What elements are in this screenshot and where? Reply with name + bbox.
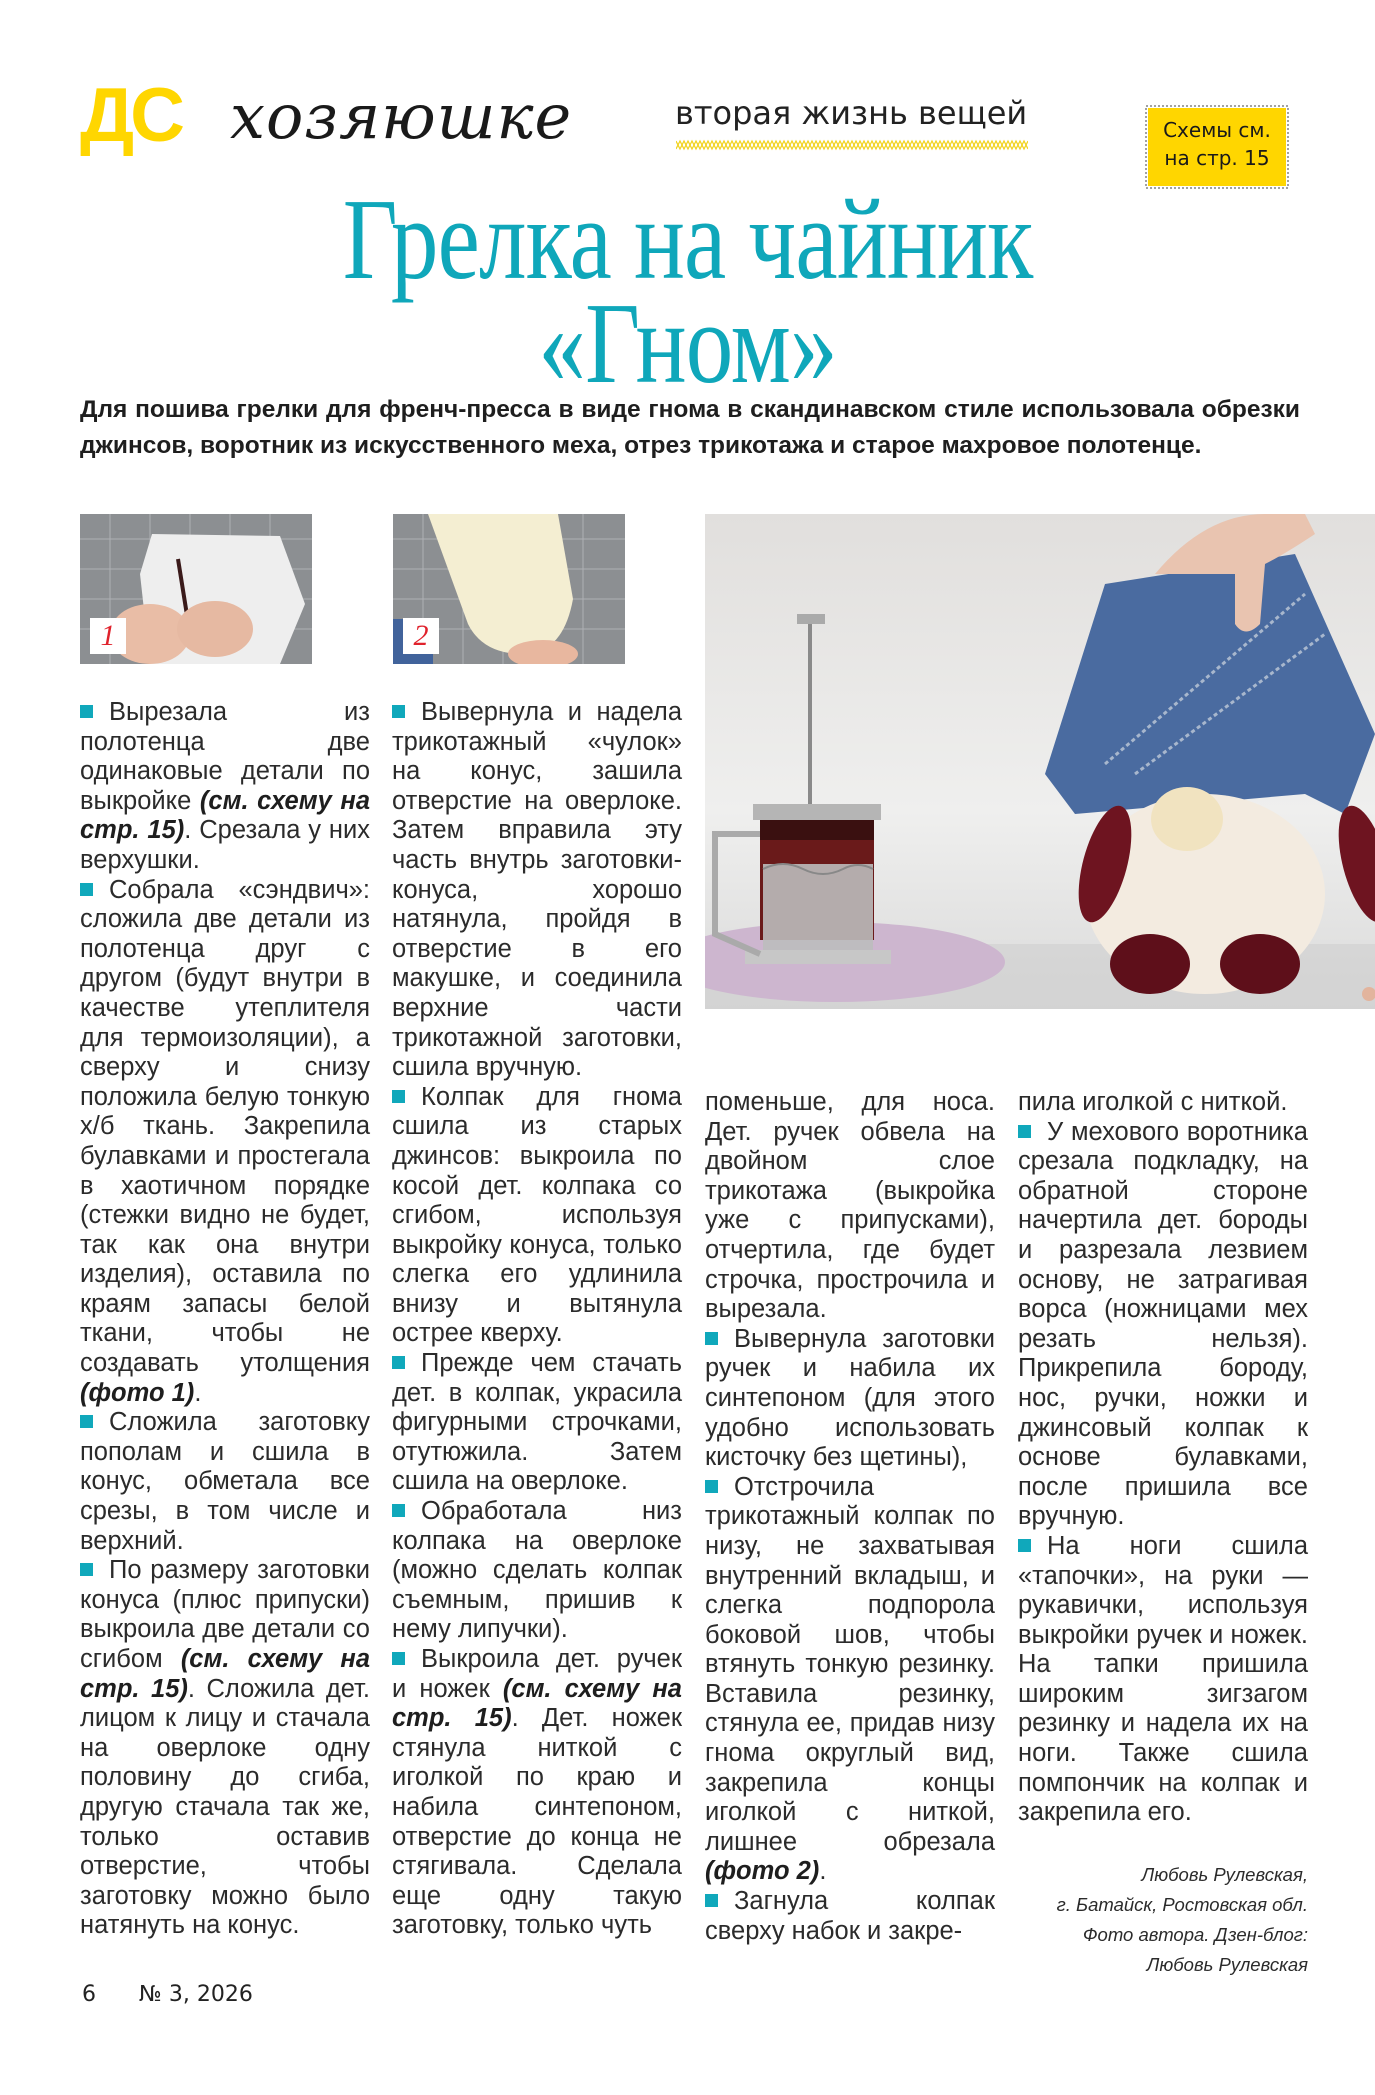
paragraph-text: На ноги сшила «тапочки», на руки — рукавички, используя выкройки ручек и ножек. На тапки пришила широким зигзагом резинку и надела их на ноги. Также сшила помпончик на колпак и закрепила его. — [1018, 1531, 1308, 1827]
scheme-reference: (см. схему на стр. 15) — [80, 786, 370, 845]
schemes-badge — [1142, 102, 1292, 192]
bullet-square-icon — [1018, 1539, 1031, 1552]
paragraph-text: По размеру заготовки конуса (плюс припуски) выкроила две детали со сгибом — [80, 1556, 370, 1673]
page-footer — [82, 1982, 289, 2007]
scheme-reference: (см. схему на стр. 15) — [392, 1674, 682, 1733]
paragraph-text: Загнула колпак сверху набок и закре- — [705, 1887, 995, 1945]
paragraph — [1018, 1532, 1308, 1828]
scheme-reference: (см. схему на стр. 15) — [80, 1645, 371, 1703]
bullet-square-icon — [392, 1090, 405, 1103]
paragraph — [80, 876, 370, 1409]
text-column-3 — [705, 1088, 995, 1946]
paragraph — [392, 1083, 682, 1349]
bullet-square-icon — [80, 1415, 93, 1428]
article-title — [124, 176, 1252, 408]
photo-2-number: 2 — [403, 618, 439, 654]
bullet-square-icon — [80, 1563, 93, 1576]
photo-1-number: 1 — [90, 618, 126, 654]
text-column-2 — [392, 698, 682, 1941]
paragraph — [705, 1473, 995, 1887]
paragraph — [392, 1497, 682, 1645]
paragraph — [392, 698, 682, 1083]
paragraph-text: Отстрочила трикотажный колпак по низу, не захватывая внутренний вкладыш, и слегка подпорола боковой шов, чтобы втянуть тонкую резинку. Вставила резинку, стянула ее, придав низу гнома округлый вид, закрепила концы иголкой с ниткой, лишнее обрезала — [705, 1472, 995, 1856]
paragraph — [80, 1408, 370, 1556]
paragraph-text: Выкроила дет. ручек и ножек — [392, 1645, 682, 1703]
bullet-square-icon — [392, 1652, 405, 1665]
paragraph-text: Вывернула заготовки ручек и набила их синтепоном (для этого удобно использовать кисточку без щетины), — [705, 1324, 995, 1472]
bullet-square-icon — [392, 1504, 405, 1517]
bullet-square-icon — [705, 1480, 718, 1493]
paragraph-text: Прежде чем стачать дет. в колпак, украсила фигурными строчками, отутюжила. Затем сшила на оверлоке. — [392, 1349, 682, 1496]
paragraph — [392, 1349, 682, 1497]
rubric-title: хозяюшке — [230, 80, 573, 153]
signature-author: Любовь Рулевская, — [1141, 1864, 1308, 1885]
paragraph-text: Сложила заготовку пополам и сшила в конус, обметала все срезы, в том числе и верхний. — [80, 1408, 370, 1555]
paragraph-text: Обработала низ колпака на оверлоке (можно сделать колпак съемным, пришив к нему липучки). — [392, 1497, 682, 1644]
issue-number: № 3, 2026 — [139, 1982, 253, 2007]
author-signature — [1018, 1860, 1308, 1980]
paragraph — [80, 698, 370, 876]
paragraph-text: Собрала «сэндвич»: сложила две детали из полотенца друг с другом (будут внутри в качестве утеплителя для термоизоляции), а сверху и снизу положила белую тонкую х/б ткань. Закрепила булавками и простегала в хаотичном порядке (стежки видно не будет, так как она внутри изделия), оставила по краям запасы белой ткани, чтобы не создавать утолщения — [80, 875, 370, 1378]
bullet-square-icon — [1018, 1125, 1031, 1138]
paragraph-text: Вырезала из полотенца две одинаковые детали по выкройке — [80, 698, 370, 815]
signature-city: г. Батайск, Ростовская обл. — [1056, 1894, 1308, 1915]
paragraph-text: У мехового воротника срезала подкладку, на обратной стороне начертила дет. бороды и разрезала лезвием основу, не затрагивая ворса (ножницами мех резать нельзя). Прикрепила бороду, нос, ручки, ножки и джинсовый колпак к основе булавками, после пришила все вручную. — [1018, 1117, 1308, 1531]
paragraph — [705, 1088, 995, 1325]
photo-1 — [80, 514, 312, 664]
badge-line-1: Схемы см. — [1163, 118, 1271, 142]
paragraph — [1018, 1088, 1308, 1118]
bullet-square-icon — [80, 883, 93, 896]
signature-photo-credit: Фото автора. Дзен-блог: — [1082, 1924, 1308, 1945]
badge-text — [1142, 116, 1292, 172]
text-column-4 — [1018, 1088, 1308, 1828]
paragraph-text: пила иголкой с ниткой. — [1018, 1088, 1288, 1116]
text-column-1 — [80, 698, 370, 1941]
bullet-square-icon — [392, 705, 405, 718]
paragraph-text-continued: . — [819, 1857, 827, 1886]
paragraph — [1018, 1118, 1308, 1532]
bullet-square-icon — [392, 1356, 405, 1369]
zigzag-ornament — [676, 138, 1028, 152]
scheme-reference: (фото 2) — [705, 1857, 820, 1886]
title-line-2: «Гном» — [538, 280, 837, 408]
paragraph-text: Вывернула и надела трикотажный «чулок» на конус, зашила отверстие на оверлоке. Затем вправила эту часть внутрь заготовки-конуса, хорошо натянула, пройдя в отверстие в его макушке, и соединила верхние части трикотажной заготовки, сшила вручную. — [392, 698, 682, 1082]
paragraph-text: Колпак для гнома сшила из старых джинсов: выкроила по косой дет. колпака со сгибом, используя выкройку конуса, только слегка его удлинила внизу и вытянула острее кверху. — [392, 1082, 682, 1348]
paragraph — [392, 1645, 682, 1941]
paragraph-text-continued: . Сложила дет. лицом к лицу и стачала на оверлоке одну половину до сгиба, другую стачала так же, только оставив отверстие, чтобы заготовку можно было натянуть на конус. — [80, 1674, 370, 1940]
paragraph — [80, 1556, 370, 1941]
paragraph — [705, 1887, 995, 1946]
rubric-subtitle: вторая жизнь вещей — [675, 94, 1028, 132]
paragraph-text-continued: . — [194, 1378, 202, 1407]
main-photo-image — [705, 514, 1375, 1009]
bullet-square-icon — [80, 705, 93, 718]
scheme-reference: (фото 1) — [80, 1378, 195, 1407]
paragraph — [705, 1325, 995, 1473]
article-lead: Для пошива грелки для френч-пресса в виде гнома в скандинавском стиле использовала обрезки джинсов, воротник из искусственного меха, отрез трикотажа и старое махровое полотенце. — [80, 396, 1300, 459]
bullet-square-icon — [705, 1894, 718, 1907]
page-number: 6 — [82, 1982, 96, 2007]
signature-blog: Любовь Рулевская — [1146, 1954, 1308, 1975]
paragraph-text: поменьше, для носа. Дет. ручек обвела на двойном слое трикотажа (выкройка уже с припусками), отчертила, где будет строчка, прострочила и вырезала. — [705, 1088, 995, 1324]
photo-2 — [393, 514, 625, 664]
paragraph-text-continued: . Срезала у них верхушки. — [80, 816, 370, 874]
main-photo — [705, 514, 1375, 1009]
title-line-1: Грелка на чайник — [342, 176, 1033, 304]
magazine-logo: ДС — [80, 73, 182, 158]
paragraph-text-continued: . Дет. ножек стянула ниткой с иголкой по краю и набила синтепоном, отверстие до конца не стягивала. Сделала еще одну такую заготовку, только чуть — [392, 1704, 682, 1940]
badge-line-2: на стр. 15 — [1164, 146, 1270, 170]
bullet-square-icon — [705, 1332, 718, 1345]
